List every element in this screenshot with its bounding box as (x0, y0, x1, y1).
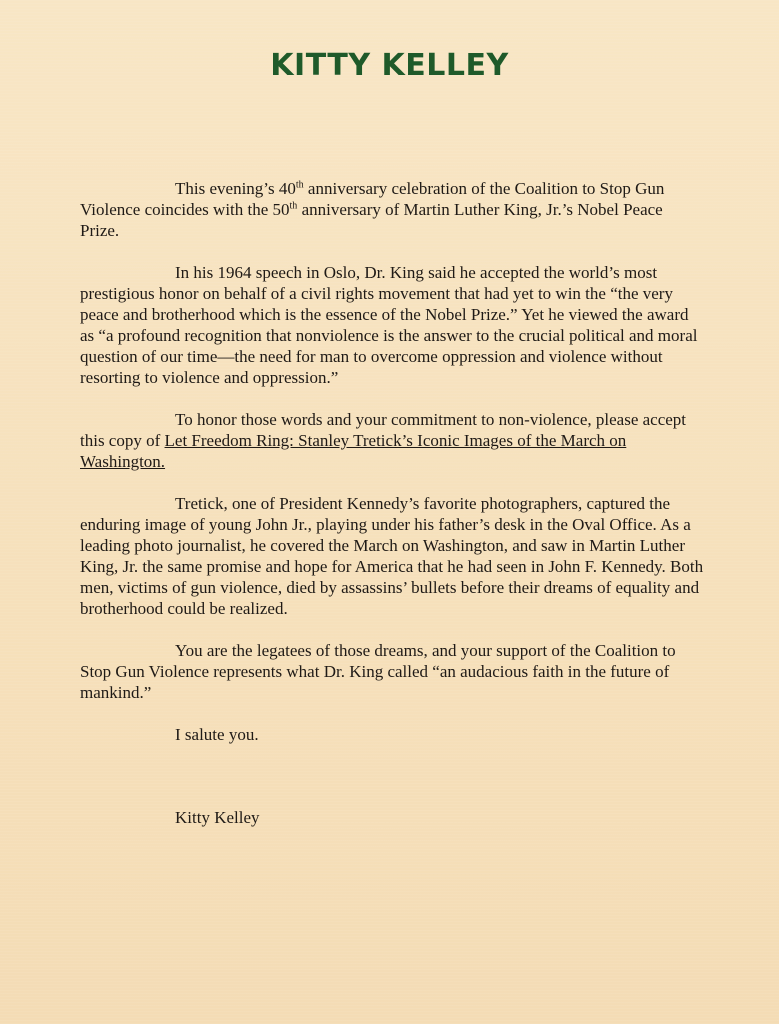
paragraph-3 (80, 409, 705, 472)
ordinal-suffix-2: th (289, 200, 298, 212)
paragraph-3-text: To honor those words and your commitment to non-violence, please accept this copy of (80, 410, 687, 450)
book-title: Let Freedom Ring: Stanley Tretick’s Iconic Images of the March on Washington. (80, 431, 627, 471)
paragraph-1-text-a: This evening’s 40 (175, 179, 296, 198)
paragraph-1-text-b: anniversary celebration of the Coalition to Stop Gun Violence coincides with the 50 (80, 179, 665, 219)
paragraph-5: You are the legatees of those dreams, and your support of the Coalition to Stop Gun Violence represents what Dr. King called “an audacious faith in the future of mankind.” (80, 641, 676, 702)
signature: Kitty Kelley (175, 808, 260, 827)
ordinal-suffix-1: th (295, 179, 304, 191)
paragraph-1-text-c: anniversary of Martin Luther King, Jr.’s Nobel Peace Prize. (80, 200, 663, 240)
paragraph-4: Tretick, one of President Kennedy’s favorite photographers, captured the enduring image of young John Jr., playing under his father’s desk in the Oval Office. As a leading photo journalist, he covered the March on Washington, and saw in Martin Luther King, Jr. the same promise and hope for America that he had seen in John F. Kennedy. Both men, victims of gun violence, died by assassins’ bullets before their dreams of equality and brotherhood could be realized. (80, 494, 704, 618)
salutation: I salute you. (175, 725, 259, 744)
paragraph-1 (80, 178, 705, 241)
paragraph-2: In his 1964 speech in Oslo, Dr. King said he accepted the world’s most prestigious honor on behalf of a civil rights movement that had yet to win the “the very peace and brotherhood which is the essence of the Nobel Prize.” Yet he viewed the award as “a profound recognition that nonviolence is the answer to the crucial political and moral question of our time—the need for man to overcome oppression and violence without resorting to violence and oppression.” (80, 263, 698, 387)
letter-body (80, 178, 705, 828)
letterhead-name: KITTY KELLEY (270, 48, 509, 83)
